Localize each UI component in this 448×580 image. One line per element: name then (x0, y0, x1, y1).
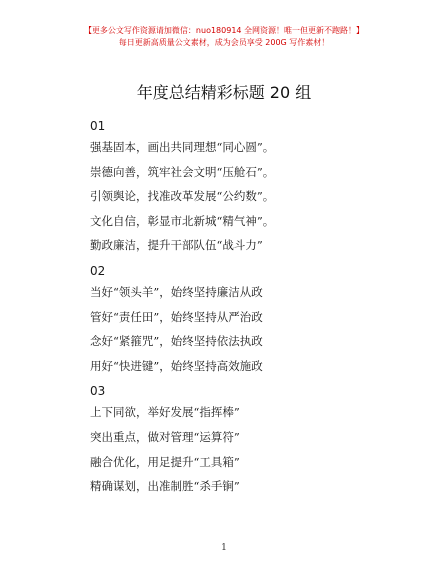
slogan-line: 管好“责任田”，始终坚持从严治政 (90, 309, 263, 324)
slogan-line: 勤政廉洁，提升干部队伍“战斗力” (90, 238, 263, 253)
section-01 (90, 118, 420, 253)
slogan-line: 强基固本，画出共同理想“同心圆”。 (90, 140, 275, 154)
section-number: 02 (90, 263, 106, 278)
slogan-line: 突出重点，做对管理“运算符” (90, 429, 240, 444)
promo-banner (0, 26, 448, 48)
document-body (90, 114, 420, 504)
page-number: 1 (221, 543, 227, 553)
section-02 (90, 263, 420, 374)
slogan-line: 念好“紧箍咒”，始终坚持依法执政 (90, 334, 263, 349)
slogan-line: 文化自信，彰显市北新城“精气神”。 (90, 213, 275, 228)
document-title: 年度总结精彩标题 20 组 (136, 83, 312, 102)
slogan-line: 当好“领头羊”，始终坚持廉洁从政 (90, 284, 263, 299)
slogan-line: 融合优化，用足提升“工具箱” (90, 454, 240, 469)
section-number: 03 (90, 384, 106, 399)
slogan-line: 崇德向善，筑牢社会文明“压舱石”。 (90, 164, 275, 179)
slogan-line: 引领舆论，找准改革发展“公约数”。 (90, 189, 275, 204)
promo-banner-line-1: 【更多公文写作资源请加微信：nuo180914 全网资源！唯一但更新不跑路！】 (83, 26, 365, 35)
slogan-line: 上下同欲，举好发展“指挥棒” (90, 405, 240, 420)
slogan-line: 精确谋划，出准制胜“杀手锏” (90, 479, 240, 494)
slogan-line: 用好“快进键”，始终坚持高效施政 (90, 358, 263, 373)
section-03 (90, 383, 420, 494)
promo-banner-line-2: 每日更新高质量公文素材，成为会员享受 200G 写作素材！ (118, 38, 330, 47)
section-number: 01 (90, 119, 106, 133)
